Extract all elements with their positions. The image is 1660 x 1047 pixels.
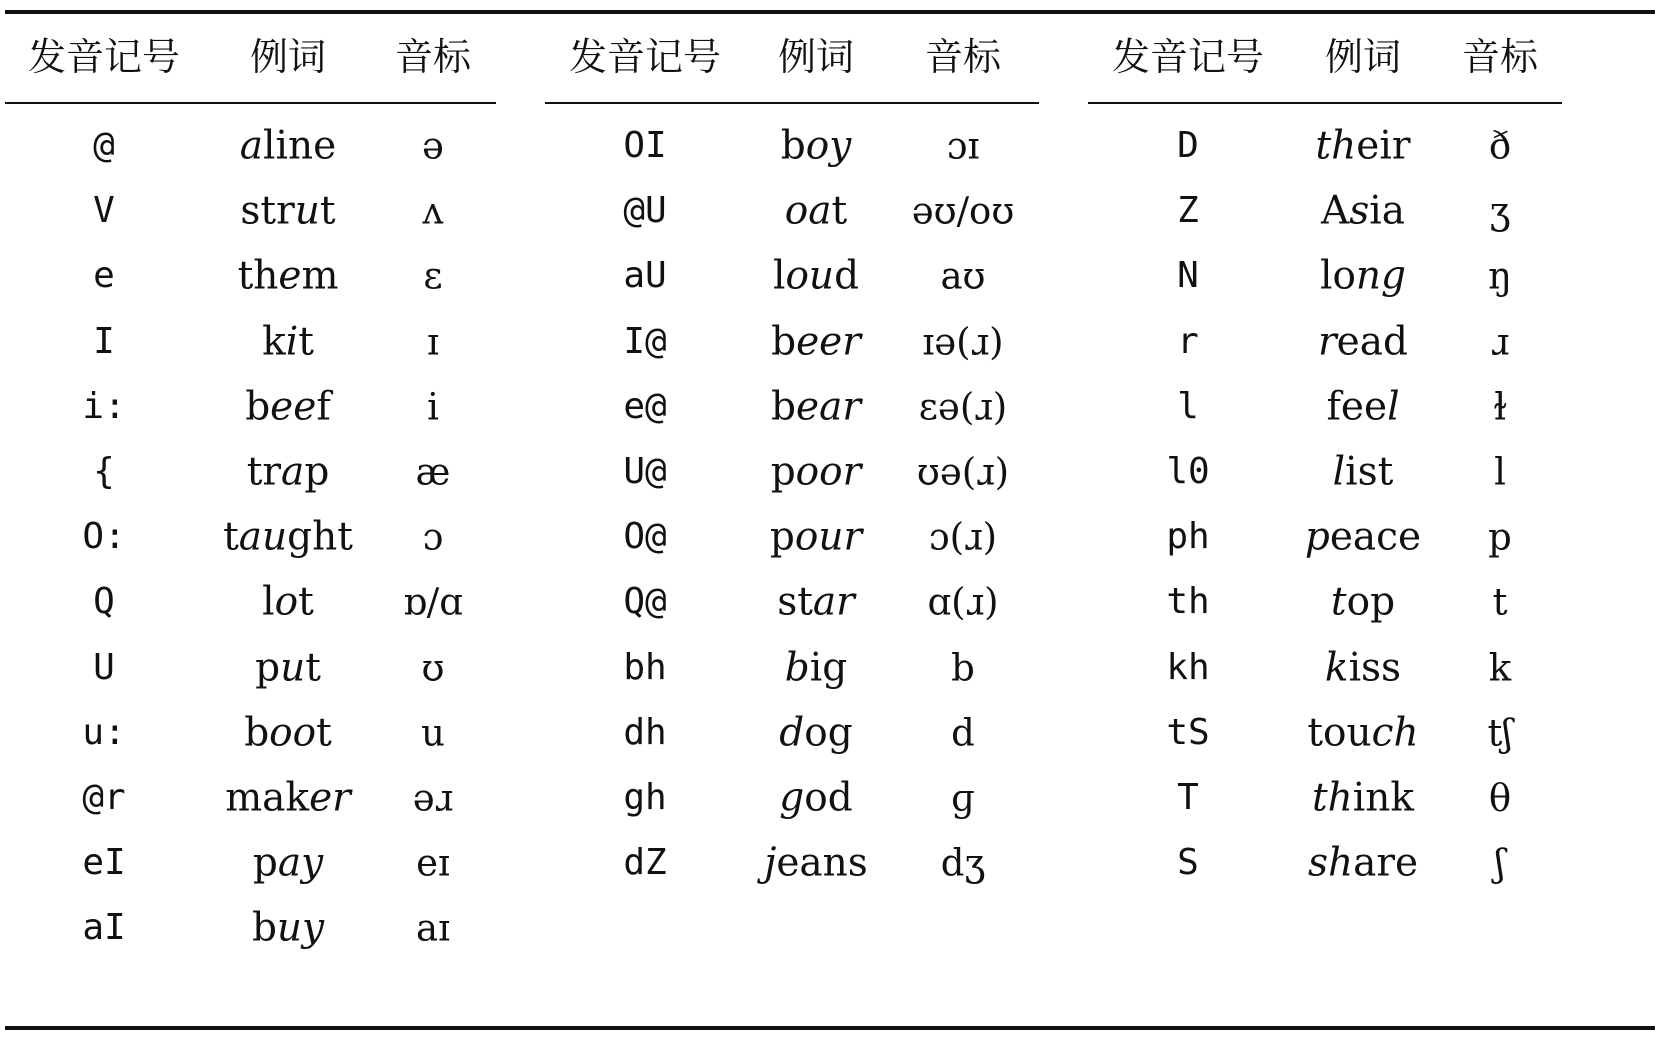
example-word-part: od	[804, 775, 853, 821]
example-word	[1330, 579, 1396, 625]
phonetic-code: l	[1177, 385, 1199, 427]
example-word-highlight: j	[764, 840, 777, 886]
example-word-part: A	[1321, 188, 1350, 234]
example-word-part: m	[301, 253, 339, 299]
header-example: 例词	[1324, 35, 1402, 79]
phonetic-code: @	[93, 125, 115, 166]
example-word	[777, 579, 855, 625]
example-word	[1318, 319, 1408, 365]
example-word-part: th	[237, 253, 279, 299]
phonetic-code: gh	[623, 777, 667, 818]
ipa-symbol: b	[951, 646, 975, 690]
example-word-part: fee	[1326, 384, 1388, 430]
ipa-symbol: aɪ	[416, 906, 450, 950]
header-rule	[5, 102, 496, 104]
phonetic-code: D	[1177, 125, 1199, 166]
example-word-part: b	[780, 123, 806, 169]
ipa-symbol: ʒ	[1489, 189, 1511, 233]
example-word-highlight: u	[280, 645, 306, 691]
ipa-symbol: ɔɪ	[946, 124, 980, 168]
example-word-part: l	[772, 253, 786, 299]
phonetic-code: bh	[623, 646, 667, 688]
ipa-symbol: eɪ	[416, 841, 450, 885]
ipa-symbol: t	[1492, 580, 1508, 624]
header-example: 例词	[777, 35, 855, 79]
example-word	[1326, 384, 1400, 430]
ipa-symbol: æ	[415, 450, 451, 494]
example-word	[237, 253, 339, 299]
example-word-highlight: ear	[795, 384, 861, 430]
ipa-symbol: ɡ	[951, 776, 975, 820]
ipa-symbol: dʒ	[940, 841, 986, 885]
ipa-symbol: θ	[1488, 776, 1512, 820]
example-word-highlight: oo	[269, 710, 317, 756]
ipa-symbol: əɹ	[412, 776, 454, 820]
example-word-highlight: sh	[1307, 840, 1354, 886]
ipa-symbol: ʊə(ɹ)	[916, 450, 1010, 494]
example-word-part: tou	[1307, 710, 1372, 756]
example-word-highlight: l	[1332, 449, 1346, 495]
example-word-part: b	[244, 710, 270, 756]
example-word	[769, 514, 863, 560]
example-word-part: b	[251, 905, 277, 951]
example-word-highlight: th	[1315, 123, 1357, 169]
example-word-highlight: t	[1330, 579, 1347, 625]
example-word-highlight: uy	[276, 905, 325, 951]
example-word-part: ist	[1345, 449, 1394, 495]
ipa-symbol: ɫ	[1492, 385, 1508, 429]
example-word-part: line	[263, 123, 337, 169]
example-word-part: str	[240, 188, 295, 234]
example-word-highlight: ay	[277, 840, 324, 886]
example-word-part: eans	[776, 840, 868, 886]
example-word-part: st	[777, 579, 813, 625]
example-word	[1324, 645, 1402, 691]
phonetic-code: ph	[1166, 516, 1210, 558]
ipa-symbol: i	[427, 385, 439, 429]
example-word-highlight: a	[281, 449, 305, 495]
ipa-symbol: k	[1488, 646, 1512, 690]
example-word-part: p	[252, 840, 278, 886]
example-word-highlight: ch	[1371, 710, 1419, 756]
example-word-part: k	[262, 319, 286, 365]
header-symbol: 发音记号	[27, 35, 181, 79]
example-word	[1304, 514, 1422, 560]
example-word	[239, 123, 337, 169]
example-word-part: t	[305, 645, 321, 691]
phonetic-code: r	[1177, 320, 1199, 362]
phonetic-code: O@	[623, 516, 667, 558]
phonetic-code: i:	[82, 385, 126, 427]
ipa-symbol: ɛ	[423, 254, 443, 298]
example-word-highlight: oor	[795, 449, 862, 495]
phonetic-code: U	[93, 646, 115, 688]
example-word-highlight: er	[309, 775, 351, 821]
ipa-symbol: ɪ	[427, 320, 439, 364]
phonetic-code: u:	[82, 711, 126, 753]
top-rule	[5, 10, 1655, 14]
ipa-symbol: ɒ/ɑ	[403, 580, 463, 624]
example-word-highlight: eer	[796, 319, 861, 365]
example-word-part: eace	[1329, 514, 1422, 560]
example-word	[772, 253, 860, 299]
example-word-part: p	[770, 449, 796, 495]
example-word-part: ink	[1352, 775, 1415, 821]
ipa-symbol: ʊ	[421, 646, 445, 690]
phonetic-code: @r	[82, 777, 126, 818]
phonetic-code: dh	[623, 711, 667, 753]
example-word-part: t	[831, 188, 848, 234]
example-word-highlight: r	[1318, 319, 1337, 365]
phonetic-code: th	[1166, 581, 1210, 623]
example-word	[1321, 188, 1405, 234]
example-word	[251, 905, 325, 951]
ipa-symbol: əʊ/oʊ	[911, 189, 1015, 233]
example-word	[225, 775, 351, 821]
phonetic-code: I	[93, 320, 115, 362]
example-word-part: iss	[1348, 645, 1402, 691]
example-word-part: mak	[225, 775, 310, 821]
example-word-highlight: ee	[270, 384, 317, 430]
example-word	[246, 449, 330, 495]
example-word	[784, 188, 848, 234]
ipa-symbol: ɔ(ɹ)	[928, 515, 998, 559]
phonetic-code: OI	[623, 125, 667, 166]
ipa-symbol: tʃ	[1487, 711, 1513, 755]
example-word-highlight: d	[779, 710, 805, 756]
phonetic-code: l0	[1166, 451, 1210, 492]
example-word-highlight: oy	[805, 123, 852, 169]
ipa-symbol: ɔ	[422, 515, 444, 559]
bottom-rule	[5, 1026, 1655, 1030]
example-word	[764, 840, 868, 886]
ipa-symbol: ə	[422, 124, 444, 168]
example-word-part: op	[1346, 579, 1396, 625]
example-word	[771, 319, 861, 365]
ipa-symbol: u	[421, 711, 445, 755]
example-word	[770, 449, 862, 495]
header-symbol: 发音记号	[568, 35, 722, 79]
example-word	[223, 514, 353, 560]
ipa-symbol: aʊ	[940, 254, 986, 298]
example-word	[245, 384, 331, 430]
example-word-part: tr	[246, 449, 282, 495]
example-word-highlight: k	[1324, 645, 1349, 691]
example-word-highlight: ou	[785, 253, 835, 299]
example-word-part: ght	[287, 514, 353, 560]
phonetic-code: @U	[623, 190, 667, 232]
example-word-part: b	[771, 319, 797, 365]
ipa-symbol: d	[951, 711, 975, 755]
example-word	[779, 710, 853, 756]
phonetic-code: O:	[82, 516, 126, 558]
example-word-part: d	[834, 253, 860, 299]
example-word-part: ead	[1336, 319, 1408, 365]
example-word	[262, 319, 314, 365]
example-word-highlight: e	[278, 253, 302, 299]
example-word	[1311, 775, 1415, 821]
example-word-highlight: oa	[784, 188, 832, 234]
example-word-highlight: l	[1387, 384, 1400, 430]
phonetic-code: aU	[623, 255, 667, 297]
example-word-highlight: ar	[812, 579, 855, 625]
example-word-part: t	[223, 514, 239, 560]
example-word-part: f	[316, 384, 331, 430]
ipa-symbol: ʌ	[422, 189, 444, 233]
ipa-symbol: ŋ	[1488, 254, 1512, 298]
ipa-symbol: ɛə(ɹ)	[918, 385, 1008, 429]
phonetic-code: Z	[1177, 190, 1199, 232]
phonetic-code: S	[1177, 842, 1199, 884]
example-word-part: are	[1353, 840, 1419, 886]
example-word	[262, 579, 314, 625]
ipa-symbol: ɪə(ɹ)	[922, 320, 1004, 364]
example-word-part: t	[298, 579, 314, 625]
example-word	[779, 775, 853, 821]
example-word-part: t	[298, 319, 314, 365]
phonetic-code: T	[1177, 777, 1199, 818]
example-word-highlight: s	[1349, 188, 1370, 234]
example-word-highlight: au	[238, 514, 288, 560]
phonetic-code: I@	[623, 320, 667, 362]
example-word-part: b	[245, 384, 271, 430]
ipa-symbol: ʃ	[1494, 841, 1506, 885]
example-word-highlight: p	[1304, 514, 1330, 560]
example-word-part: p	[769, 514, 795, 560]
phonetic-code: V	[93, 190, 115, 232]
ipa-symbol: l	[1494, 450, 1506, 494]
example-word-part: og	[804, 710, 853, 756]
example-word-highlight: o	[274, 579, 299, 625]
phonetic-code: Q	[93, 581, 115, 623]
example-word	[240, 188, 336, 234]
example-word	[1307, 840, 1419, 886]
ipa-symbol: ɑ(ɹ)	[927, 580, 999, 624]
phonetic-code: e@	[623, 385, 667, 427]
example-word-part: t	[319, 188, 336, 234]
example-word-part: lo	[1319, 253, 1356, 299]
example-word-highlight: i	[285, 319, 299, 365]
header-symbol: 发音记号	[1111, 35, 1265, 79]
example-word	[1332, 449, 1394, 495]
ipa-symbol: p	[1488, 515, 1512, 559]
phonetic-code: {	[93, 451, 115, 492]
example-word	[244, 710, 332, 756]
phonetic-code: dZ	[623, 842, 667, 884]
example-word	[252, 840, 324, 886]
header-ipa: 音标	[394, 35, 472, 79]
phonetic-code: kh	[1166, 646, 1210, 688]
example-word-part: l	[262, 579, 275, 625]
example-word	[1307, 710, 1419, 756]
example-word-part: p	[304, 449, 330, 495]
header-rule	[545, 102, 1039, 104]
example-word-part: ig	[809, 645, 848, 691]
example-word	[780, 123, 852, 169]
phonetic-code: e	[93, 255, 115, 297]
example-word-highlight: u	[294, 188, 320, 234]
header-rule	[1088, 102, 1562, 104]
phonetic-code: N	[1177, 255, 1199, 297]
example-word	[1315, 123, 1411, 169]
header-ipa: 音标	[924, 35, 1002, 79]
phonetic-code: eI	[82, 842, 126, 884]
header-ipa: 音标	[1461, 35, 1539, 79]
example-word	[255, 645, 321, 691]
ipa-symbol: ɹ	[1490, 320, 1510, 364]
example-word-highlight: our	[794, 514, 863, 560]
phonetic-code: Q@	[623, 581, 667, 623]
phonetic-code: U@	[623, 451, 667, 492]
phonetic-code: aI	[82, 907, 126, 949]
example-word-part: eir	[1356, 123, 1411, 169]
header-example: 例词	[249, 35, 327, 79]
example-word-part: ia	[1369, 188, 1405, 234]
example-word-part: p	[255, 645, 281, 691]
example-word	[784, 645, 848, 691]
example-word	[1319, 253, 1407, 299]
example-word-highlight: a	[239, 123, 264, 169]
example-word-highlight: b	[784, 645, 810, 691]
ipa-symbol: ð	[1488, 124, 1512, 168]
example-word	[771, 384, 861, 430]
example-word-part: b	[771, 384, 796, 430]
example-word-highlight: th	[1311, 775, 1353, 821]
example-word-highlight: g	[779, 775, 805, 821]
example-word-highlight: ng	[1355, 253, 1407, 299]
example-word-part: t	[316, 710, 332, 756]
phonetic-code: tS	[1166, 711, 1210, 753]
